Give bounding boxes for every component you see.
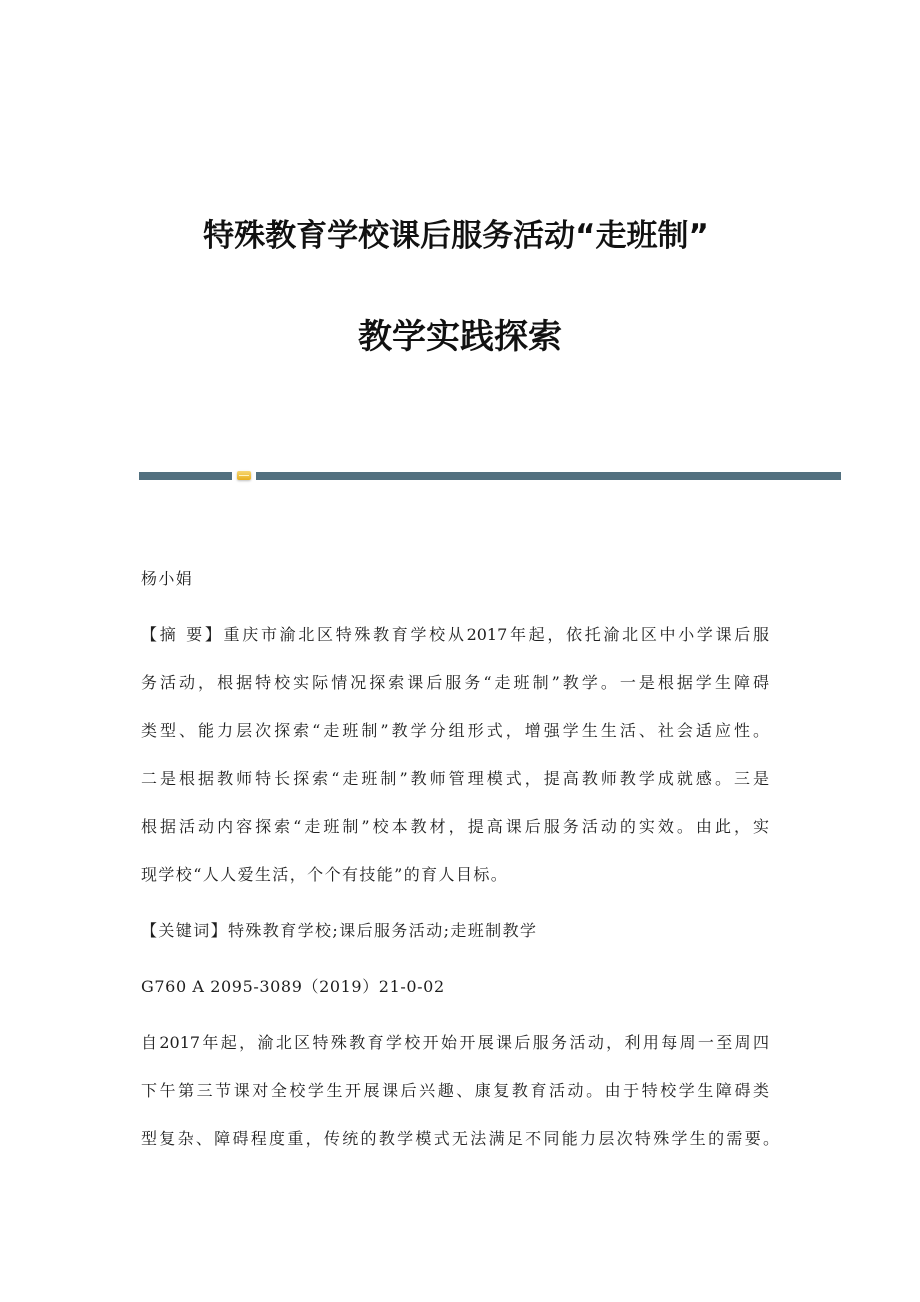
divider-bar-left (139, 472, 232, 480)
abstract-line: 根据活动内容探索“走班制”校本教材，提高课后服务活动的实效。由此，实 (141, 817, 769, 836)
divider-ornament-icon (237, 471, 251, 480)
body-line: 下午第三节课对全校学生开展课后兴趣、康复教育活动。由于特校学生障碍类 (141, 1081, 769, 1100)
abstract-line: 二是根据教师特长探索“走班制”教师管理模式，提高教师教学成就感。三是 (141, 769, 769, 788)
abstract-line: 务活动，根据特校实际情况探索课后服务“走班制”教学。一是根据学生障碍 (141, 673, 769, 692)
body-line: 型复杂、障碍程度重，传统的教学模式无法满足不同能力层次特殊学生的需要。 (141, 1129, 779, 1148)
abstract-line: 类型、能力层次探索“走班制”教学分组形式，增强学生生活、社会适应性。 (141, 721, 769, 740)
body-line: 自2017年起，渝北区特殊教育学校开始开展课后服务活动，利用每周一至周四 (141, 1033, 769, 1052)
title-divider (139, 471, 841, 480)
abstract-line: 【摘 要】重庆市渝北区特殊教育学校从2017年起，依托渝北区中小学课后服 (141, 625, 769, 644)
author-name: 杨小娟 (141, 569, 194, 588)
document-title-line-2: 教学实践探索 (358, 317, 562, 357)
classification-code: G760 A 2095-3089（2019）21-0-02 (141, 977, 445, 996)
document-title-line-1: 特殊教育学校课后服务活动“走班制” (203, 218, 709, 254)
abstract-line: 现学校“人人爱生活，个个有技能”的育人目标。 (141, 865, 509, 884)
divider-bar-right (256, 472, 841, 480)
keywords-line: 【关键词】特殊教育学校;课后服务活动;走班制教学 (141, 921, 538, 940)
